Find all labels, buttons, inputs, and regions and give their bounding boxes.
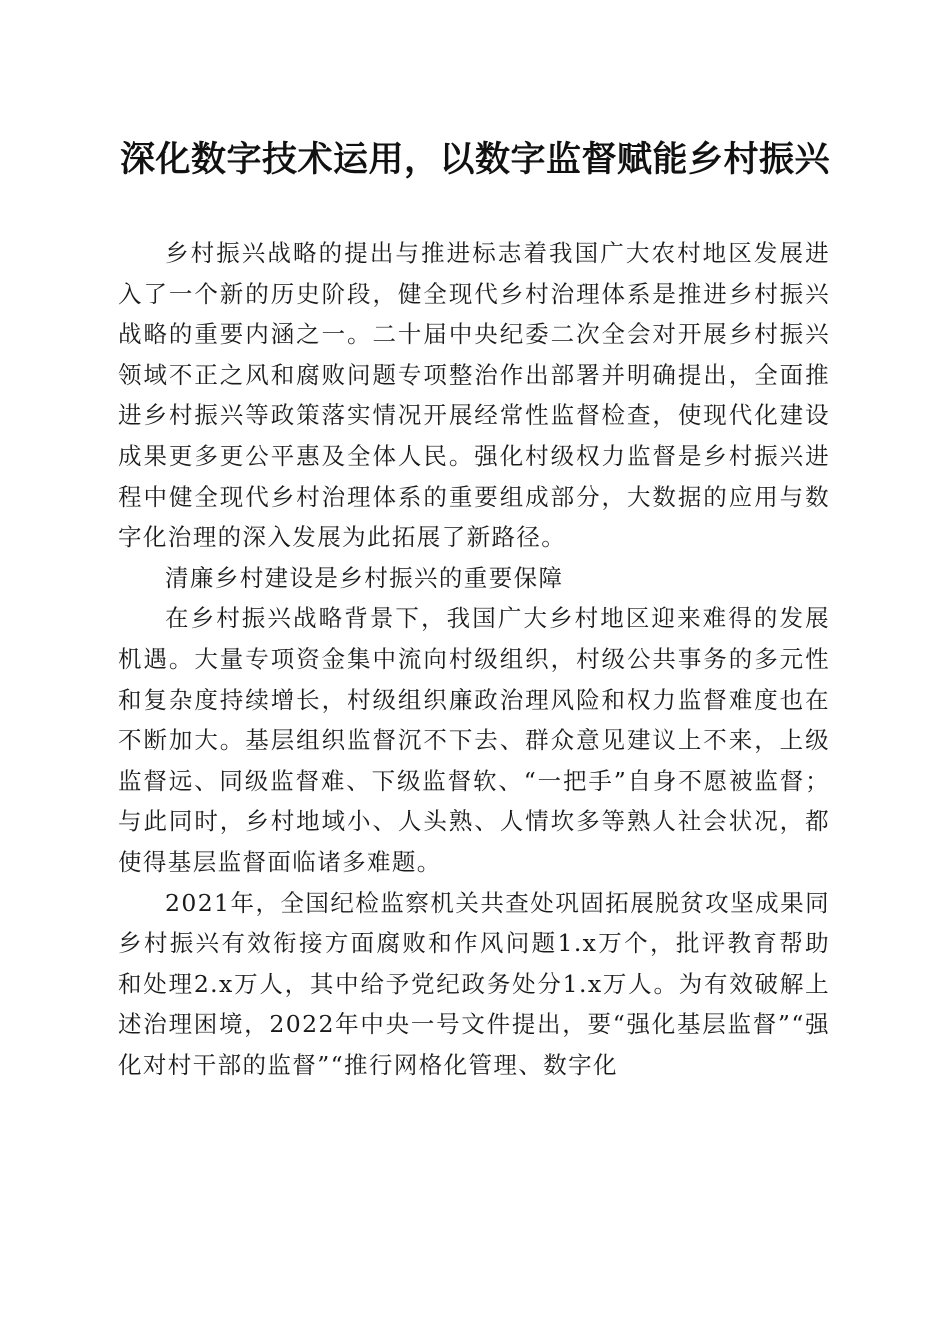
section-heading: 清廉乡村建设是乡村振兴的重要保障 [165,563,564,592]
paragraph-background: 在乡村振兴战略背景下，我国广大乡村地区迎来难得的发展机遇。大量专项资金集中流向村级组织，村级公共事务的多元性和复杂度持续增长，村级组织廉政治理风险和权力监督难度也在不断加大。基层组织监督沉不下去、群众意见建议上不来，上级监督远、同级监督难、下级监督软、“一把手”自身不愿被监督；与此同时，乡村地域小、人头熟、人情坎多等熟人社会状况，都使得基层监督面临诸多难题。 [118,604,830,876]
document-title: 深化数字技术运用，以数字监督赋能乡村振兴 [119,139,830,180]
paragraph-statistics: 2021年，全国纪检监察机关共查处巩固拓展脱贫攻坚成果同乡村振兴有效衔接方面腐败和作风问题1.x万个，批评教育帮助和处理2.x万人，其中给予党纪政务处分1.x万人。为有效破解上述治理困境，2022年中央一号文件提出，要“强化基层监督”“强化对村干部的监督”“推行网格化管理、数字化 [118,888,830,1079]
paragraph-intro: 乡村振兴战略的提出与推进标志着我国广大农村地区发展进入了一个新的历史阶段，健全现代乡村治理体系是推进乡村振兴战略的重要内涵之一。二十届中央纪委二次全会对开展乡村振兴领域不正之风和腐败问题专项整治作出部署并明确提出，全面推进乡村振兴等政策落实情况开展经常性监督检查，使现代化建设成果更多更公平惠及全体人民。强化村级权力监督是乡村振兴进程中健全现代乡村治理体系的重要组成部分，大数据的应用与数字化治理的深入发展为此拓展了新路径。 [118,239,830,552]
document-body [118,233,830,1085]
